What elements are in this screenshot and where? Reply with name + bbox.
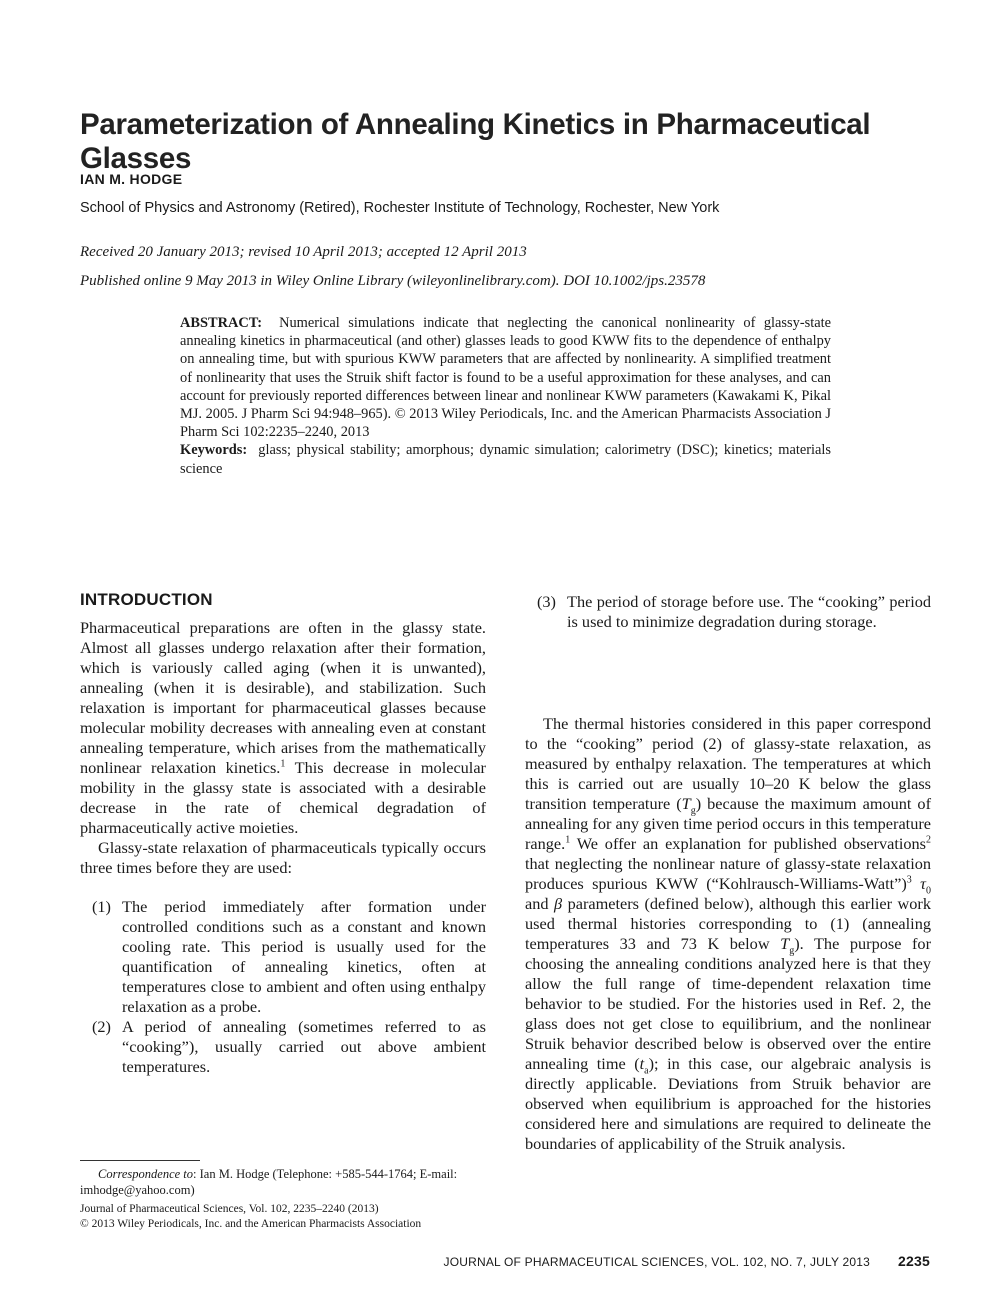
list-number: (2) [92, 1017, 111, 1036]
symbol-beta: β [554, 894, 563, 913]
subscript-g: g [789, 945, 795, 957]
intro-paragraph-2: Glassy-state relaxation of pharmaceuticals typically occurs three times before they are used: [80, 838, 486, 877]
list-item [525, 592, 931, 632]
list-text: The period of storage before use. The “cooking” period is used to minimize degradation during storage. [567, 592, 931, 631]
section-heading-introduction: INTRODUCTION [80, 590, 213, 609]
running-footer-journal: JOURNAL OF PHARMACEUTICAL SCIENCES, VOL. 102, NO. 7, JULY 2013 [443, 1255, 871, 1269]
list-item [80, 897, 486, 1017]
keywords-label: Keywords: [180, 442, 248, 459]
author-name: IAN M. HODGE [80, 171, 183, 187]
correspondence-text: : Ian M. Hodge (Telephone: +585-544-1764; E-mail: imhodge@yahoo.com) [80, 1167, 458, 1197]
text-run: and [525, 894, 554, 913]
text-run: The thermal histories considered in this paper correspond to the “cooking” period (2) of glassy-state relaxation, as measured by enthalpy relaxation. The temperatures at which this is carried out are usually 10–20 K below the glass transition temperature ( [525, 714, 931, 813]
list-number: (3) [537, 592, 556, 611]
keywords-text: glass; physical stability; amorphous; dynamic simulation; calorimetry (DSC); kinetics; materials science [180, 442, 831, 477]
text-run: ); in this case, our algebraic analysis is directly applicable. Deviations from Struik behavior are observed when equilibrium is approached for the histories considered here and simulations are required to delineate the boundaries of applicability of the Struik analysis. [525, 1054, 931, 1153]
subscript-g: g [690, 805, 696, 817]
text-run: We offer an explanation for published observations [570, 834, 926, 853]
journal-meta [80, 1202, 486, 1232]
received-dates: Received 20 January 2013; revised 10 April 2013; accepted 12 April 2013 [80, 244, 527, 260]
subscript-a: a [644, 1065, 649, 1077]
symbol-tau: τ [920, 874, 926, 893]
citation-sup-2: 2 [926, 834, 931, 846]
body-paragraph [525, 714, 931, 1154]
symbol-T: T [780, 934, 790, 953]
text-run: parameters (defined below), although this earlier work used thermal histories corresponding to (1) (annealing temperatures 33 and 73 K below [525, 894, 931, 953]
list-text: A period of annealing (sometimes referred to as “cooking”), usually carried out above ambient temperatures. [122, 1017, 486, 1076]
subscript-0: 0 [925, 885, 931, 897]
article-title: Parameterization of Annealing Kinetics in Pharmaceutical Glasses [80, 108, 871, 175]
text-run: ). The purpose for choosing the annealing conditions analyzed here is that they allow the full range of time-dependent relaxation time behavior to be studied. For the histories used in Ref. 2, the glass does not get close to equilibrium, and the nonlinear Struik behavior described below is observed over the entire annealing time ( [525, 934, 931, 1073]
footnote-divider [80, 1160, 200, 1161]
list-item [80, 1017, 486, 1077]
abstract-label: ABSTRACT: [180, 315, 263, 331]
left-column [80, 590, 486, 1077]
list-number: (1) [92, 897, 111, 916]
abstract-text: Numerical simulations indicate that neglecting the canonical nonlinearity of glassy-state annealing kinetics in pharmaceutical (and other) glasses leads to good KWW fits to the dependence of enthalpy on annealing time, but with spurious KWW parameters that are affected by nonlinearity. A simplified treatment of nonlinearity that uses the Struik shift factor is found to be a useful approximation for these analyses, and can account for previously reported differences between linear and nonlinear KWW parameters (Kawakami K, Pikal MJ. 2005. J Pharm Sci 94:948–965). © 2013 Wiley Periodicals, Inc. and the American Pharmacists Association J Pharm Sci 102:2235–2240, 2013 [180, 315, 831, 441]
copyright-line: © 2013 Wiley Periodicals, Inc. and the American Pharmacists Association [80, 1218, 422, 1230]
running-footer [444, 1253, 930, 1269]
citation-sup-3: 3 [906, 874, 912, 886]
citation-sup-1: 1 [280, 758, 286, 770]
text-run: that neglecting the nonlinear nature of glassy-state relaxation produces spurious KWW (“Kohlrausch-Williams-Watt”) [525, 854, 931, 893]
page-number: 2235 [898, 1253, 930, 1269]
correspondence-footnote [80, 1166, 486, 1198]
abstract-block [180, 314, 831, 478]
symbol-t: t [639, 1054, 645, 1073]
publication-info: Published online 9 May 2013 in Wiley Online Library (wileyonlinelibrary.com). DOI 10.1002/jps.23578 [80, 273, 706, 289]
intro-paragraph-1 [80, 618, 486, 838]
list-text: The period immediately after formation under controlled conditions such as a constant and known cooling rate. This period is usually used for the quantification of annealing kinetics, often at temperatures close to ambient and often using enthalpy relaxation as a probe. [122, 897, 486, 1016]
author-affiliation: School of Physics and Astronomy (Retired), Rochester Institute of Technology, Rochester, New York [80, 200, 720, 216]
text-run: ) because the maximum amount of annealing for any given time period occurs in this temperature range. [525, 794, 931, 853]
right-column [525, 592, 931, 1154]
journal-citation-line: Journal of Pharmaceutical Sciences, Vol. 102, 2235–2240 (2013) [80, 1203, 379, 1215]
intro-paragraph-1-text-a: Pharmaceutical preparations are often in the glassy state. Almost all glasses undergo relaxation after their formation, which is variously called aging (when it is unwanted), annealing (when it is desirable), and stabilization. Such relaxation is important for pharmaceutical glasses because molecular mobility decreases with annealing even at constant annealing temperature, which arises from the mathematically nonlinear relaxation kinetics. [80, 618, 486, 777]
symbol-T: T [681, 794, 691, 813]
citation-sup-1: 1 [565, 834, 571, 846]
intro-paragraph-1-text-b: This decrease in molecular mobility in the glassy state is associated with a desirable decrease in the rate of chemical degradation of pharmaceutically active moieties. [80, 758, 486, 837]
correspondence-label: Correspondence to [98, 1167, 194, 1181]
